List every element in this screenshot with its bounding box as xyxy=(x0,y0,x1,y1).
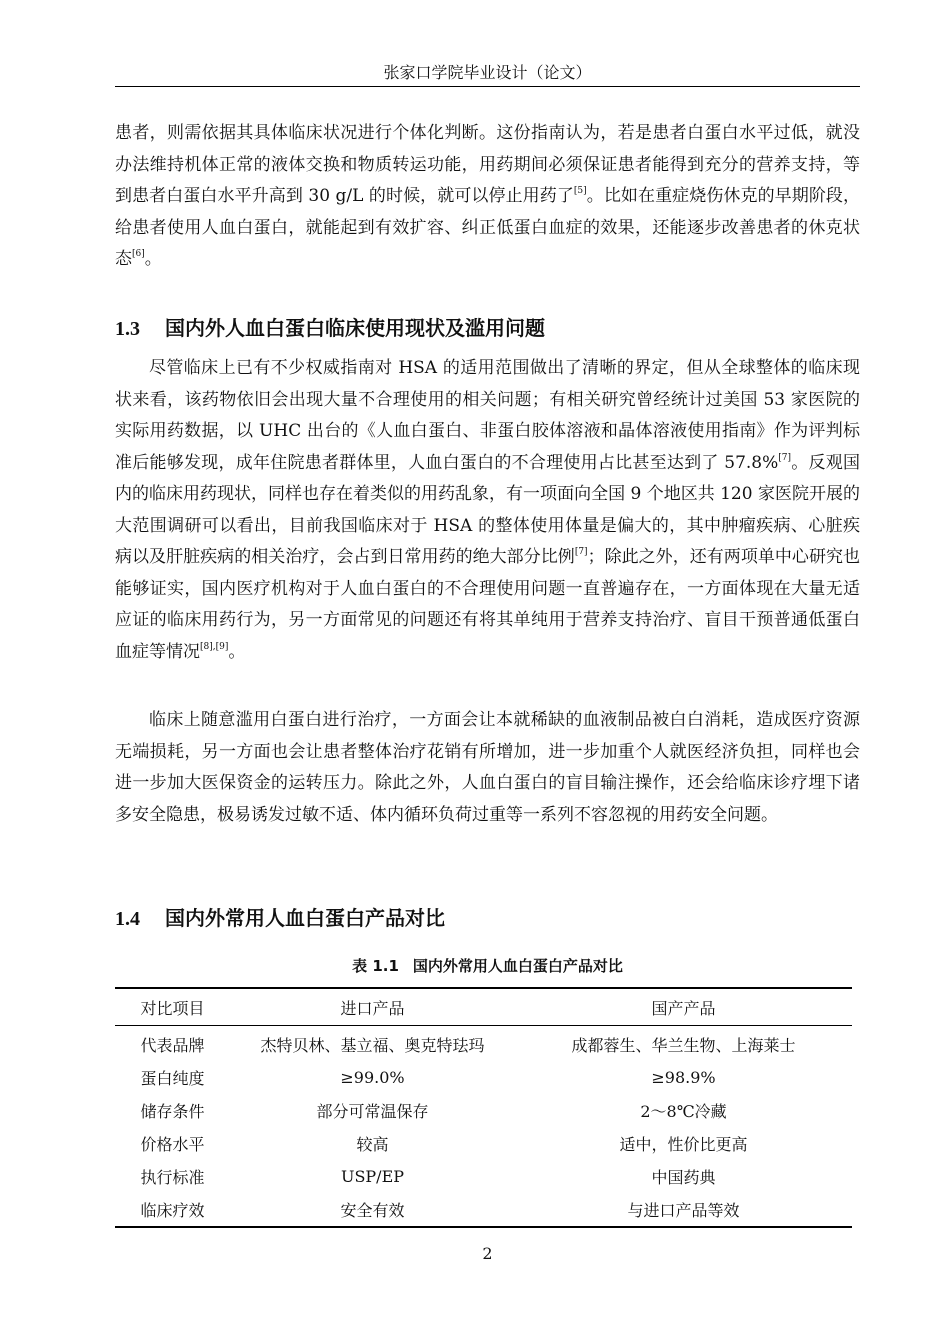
citation-ref[interactable]: [7] xyxy=(574,547,588,557)
table-cell: 临床疗效 xyxy=(115,1193,230,1227)
table-cell: 较高 xyxy=(356,1135,389,1154)
citation-ref[interactable]: [6] xyxy=(132,249,145,259)
section-title: 国内外人血白蛋白临床使用现状及滥用问题 xyxy=(165,316,545,340)
table-row xyxy=(115,1160,852,1193)
section-number: 1.3 xyxy=(115,318,140,340)
table-cell: 与进口产品等效 xyxy=(515,1193,852,1227)
table-cell: 成都蓉生、华兰生物、上海莱士 xyxy=(571,1036,796,1055)
table-cell: 价格水平 xyxy=(140,1135,205,1154)
citation-ref[interactable]: [5] xyxy=(573,186,587,196)
paragraph-abuse-risks xyxy=(115,705,860,831)
table-cell: 适中，性价比更高 xyxy=(619,1135,748,1154)
table-cell: 部分可常温保存 xyxy=(316,1102,429,1121)
section-heading-1-4 xyxy=(115,904,860,933)
paragraph-text: 。 xyxy=(228,641,246,662)
paragraph-text: 临床上随意滥用白蛋白进行治疗，一方面会让本就稀缺的血液制品被白白消耗，造成医疗资源无端损耗，另一方面也会让患者整体治疗花销有所增加，进一步加重个人就医经济负担，同样也会进一步加大医保资金的运转压力。除此之外，人血白蛋白的盲目输注操作，还会给临床诊疗埋下诸多安全隐患，极易诱发过敏不适、体内循环负荷过重等一系列不容忽视的用药安全问题。 xyxy=(115,710,860,825)
paragraph-text: ；除此之外，还有两项单中心研究也能够证实，国内医疗机构对于人血白蛋白的不合理使用问题一直普遍存在，一方面体现在大量无适应证的临床用药行为，另一方面常见的问题还有将其单纯用于营养支持治疗、盲目干预普通低蛋白血症等情况 xyxy=(115,547,861,662)
table-cell: ≥99.0% xyxy=(340,1068,405,1087)
page-number: 2 xyxy=(482,1244,493,1263)
table-row xyxy=(115,1061,852,1094)
table-cell: 杰特贝林、基立福、奥克特珐玛 xyxy=(260,1036,485,1055)
table-row xyxy=(115,1127,852,1160)
citation-ref[interactable]: [8],[9] xyxy=(200,641,229,652)
header-rule xyxy=(115,86,860,87)
column-header: 国产产品 xyxy=(515,988,852,1026)
comparison-table xyxy=(115,987,852,1228)
table-cell: 安全有效 xyxy=(230,1193,515,1227)
table-row xyxy=(115,1026,852,1062)
table-cell: 代表品牌 xyxy=(140,1036,205,1055)
section-heading-1-3 xyxy=(115,314,860,343)
section-number: 1.4 xyxy=(115,908,140,930)
paragraph-text: 尽管临床上已有不少权威指南对 HSA 的适用范围做出了清晰的界定，但从全球整体的临床现状来看，该药物依旧会出现大量不合理使用的相关问题；有相关研究曾经统计过美国 53 家医院的实际用药数据，以 UHC 出台的《人血白蛋白、非蛋白胶体溶液和晶体溶液使用指南》作为评判标准后能够发现，成年住院患者群体里，人血白蛋白的不合理使用占比甚至达到了 57.8% xyxy=(115,358,860,473)
table-row xyxy=(115,1094,852,1127)
table-caption-number: 表 1.1 xyxy=(352,957,399,975)
citation-ref[interactable]: [7] xyxy=(778,452,792,463)
paragraph-text: 。 xyxy=(144,249,162,269)
table-header-row xyxy=(115,988,852,1026)
page-header: 张家口学院毕业设计（论文） xyxy=(383,63,592,82)
table-cell: 储存条件 xyxy=(140,1102,205,1121)
paragraph-text: 患者，则需依据其具体临床状况进行个体化判断。这份指南认为，若是患者白蛋白水平过低，就没办法维持机体正常的液体交换和物质转运功能，用药期间必须保证患者能得到充分的营养支持，等到患者白蛋白水平升高到 30 g/L 的时候，就可以停止用药了 xyxy=(115,123,860,206)
table-cell: 执行标准 xyxy=(140,1168,205,1187)
column-header: 对比项目 xyxy=(115,988,230,1026)
paragraph-text: 。比如在重症烧伤休克的早期阶段，给患者使用人血白蛋白，就能起到有效扩容、纠正低蛋白血症的效果，还能逐步改善患者的休克状态 xyxy=(115,186,861,269)
table-cell: 2～8℃冷藏 xyxy=(640,1102,727,1121)
table-cell: 蛋白纯度 xyxy=(140,1069,205,1088)
table-caption xyxy=(115,955,860,977)
paragraph-text: 。反观国内的临床用药现状，同样也存在着类似的用药乱象，有一项面向全国 9 个地区共 120 家医院开展的大范围调研可以看出，目前我国临床对于 HSA 的整体使用体量是偏大的，其中肿瘤疾病、心脏疾病以及肝脏疾病的相关治疗，会占到日常用药的绝大部分比例 xyxy=(115,452,860,567)
paragraph-continued xyxy=(115,118,860,276)
column-header: 进口产品 xyxy=(230,988,515,1026)
table-cell: USP/EP xyxy=(340,1167,405,1186)
table-cell: ≥98.9% xyxy=(651,1068,716,1087)
section-title: 国内外常用人血白蛋白产品对比 xyxy=(165,906,445,930)
table-row xyxy=(115,1193,852,1227)
paragraph-hsa-usage xyxy=(115,353,860,668)
table-cell: 中国药典 xyxy=(651,1168,716,1187)
table-caption-title: 国内外常用人血白蛋白产品对比 xyxy=(412,957,623,975)
